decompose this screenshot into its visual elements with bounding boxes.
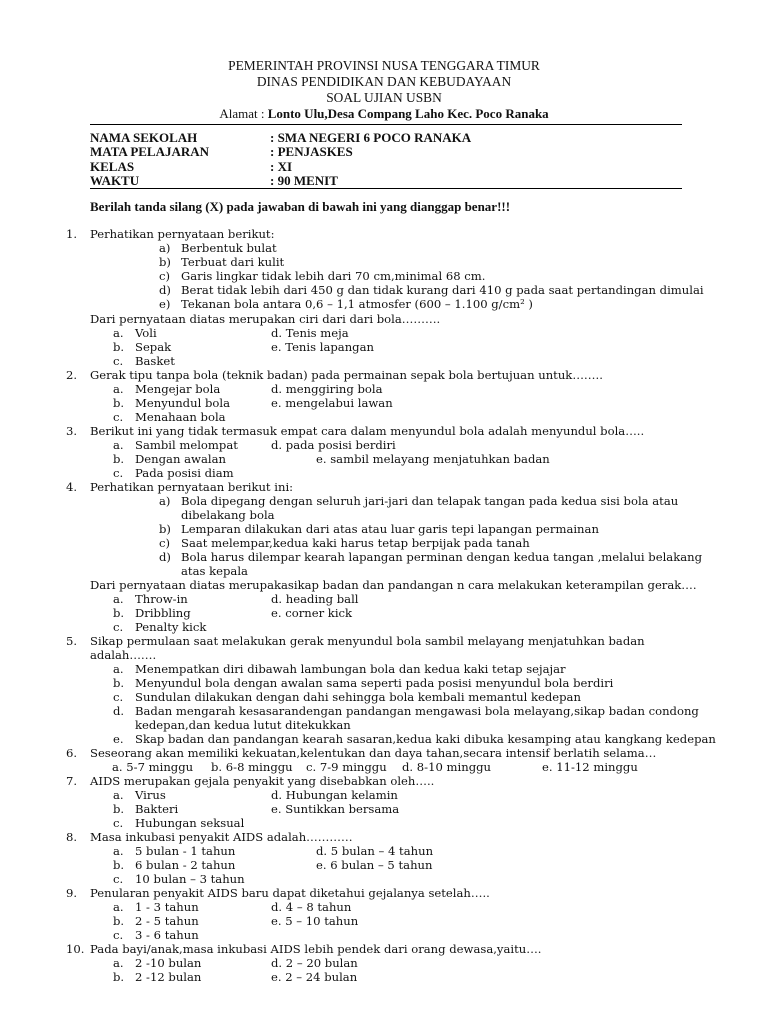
statement-text: Berbentuk bulat: [181, 241, 277, 255]
question-text: Gerak tipu tanpa bola (teknik badan) pada permainan sepak bola bertujuan untuk……..: [90, 368, 603, 382]
answer-option-d[interactable]: d. 2 – 20 bulan: [271, 956, 358, 970]
info-row: [90, 160, 471, 174]
answer-option-e[interactable]: e. sambil melayang menjatuhkan badan: [316, 452, 550, 466]
statement-letter: d): [159, 550, 171, 564]
info-value: : 90 MENIT: [270, 173, 338, 189]
question-number: 8.: [66, 830, 78, 844]
option-text: Sundulan dilakukan dengan dahi sehingga bola kembali memantul kedepan: [135, 690, 581, 704]
option-text: Sepak: [135, 340, 172, 354]
option-text: Virus: [135, 788, 166, 802]
question-number: 3.: [66, 424, 78, 438]
question-number: 1.: [66, 227, 78, 241]
question-number: 4.: [66, 480, 78, 494]
option-text: 5 bulan - 1 tahun: [135, 844, 236, 858]
header-department: DINAS PENDIDIKAN DAN KEBUDAYAAN: [256, 74, 512, 89]
question-text: Sikap permulaan saat melakukan gerak menyundul bola sambil melayang menjatuhkan badan: [90, 634, 645, 648]
option-text: 2 -10 bulan: [135, 956, 202, 970]
option-text: Throw-in: [135, 592, 188, 606]
option-text: Pada posisi diam: [135, 466, 234, 480]
info-key: WAKTU: [90, 173, 140, 189]
answer-option-c[interactable]: c. 7-9 minggu: [306, 760, 387, 774]
statement-letter: c): [159, 269, 171, 283]
info-value: : SMA NEGERI 6 POCO RANAKA: [270, 130, 472, 145]
option-text: Badan mengarah kesasarandengan pandangan mengawasi bola melayang,sikap badan condong: [135, 704, 699, 718]
option-text: Voli: [135, 326, 157, 340]
statement-text: Tekanan bola antara 0,6 – 1,1 atmosfer (600 – 1.100 g/cm² ): [181, 297, 533, 311]
info-value: : XI: [270, 158, 293, 174]
instruction: Berilah tanda silang (X) pada jawaban di bawah ini yang dianggap benar!!!: [90, 199, 511, 214]
question-text: Seseorang akan memiliki kekuatan,kelentukan dan daya tahan,secara intensif berlatih selama…: [90, 746, 657, 760]
question-lead: Dari pernyataan diatas merupakan ciri dari dari bola……….: [90, 312, 441, 326]
statement-letter: d): [159, 283, 171, 297]
option-letter: c.: [113, 690, 124, 704]
info-row: [90, 131, 471, 145]
answer-option-e[interactable]: e. 6 bulan – 5 tahun: [316, 858, 433, 872]
question-lead: Dari pernyataan diatas merupakasikap badan dan pandangan n cara melakukan keterampilan gerak….: [90, 578, 697, 592]
option-text: Menyundul bola: [135, 396, 230, 410]
statement-text: Berat tidak lebih dari 450 g dan tidak kurang dari 410 g pada saat pertandingan dimulai: [181, 283, 704, 297]
statement-letter: e): [159, 297, 171, 311]
info-key: NAMA SEKOLAH: [90, 130, 198, 145]
option-text: 10 bulan – 3 tahun: [135, 872, 245, 886]
answer-option-d[interactable]: d. 8-10 minggu: [402, 760, 492, 774]
statement-letter: a): [159, 494, 171, 508]
header-address: [0, 106, 768, 122]
answer-option-e[interactable]: e. 5 – 10 tahun: [271, 914, 359, 928]
header-exam-title: SOAL UJIAN USBN: [326, 90, 442, 105]
exam-info: [90, 131, 471, 189]
document-header: [0, 58, 768, 122]
answer-option-d[interactable]: d. heading ball: [271, 592, 359, 606]
question-text: Pada bayi/anak,masa inkubasi AIDS lebih pendek dari orang dewasa,yaitu….: [90, 942, 542, 956]
option-text: 1 - 3 tahun: [135, 900, 199, 914]
answer-option-d[interactable]: d. Hubungan kelamin: [271, 788, 398, 802]
option-text: Basket: [135, 354, 175, 368]
statement-letter: c): [159, 536, 171, 550]
info-key: MATA PELAJARAN: [90, 144, 210, 160]
statement-text: dibelakang bola: [181, 508, 275, 522]
option-text: Dengan awalan: [135, 452, 226, 466]
answer-option-e[interactable]: e. Suntikkan bersama: [271, 802, 400, 816]
question-number: 10.: [66, 942, 85, 956]
question-number: 7.: [66, 774, 78, 788]
question-text: Berikut ini yang tidak termasuk empat cara dalam menyundul bola adalah menyundul bola…..: [90, 424, 645, 438]
answer-option-d[interactable]: d. 5 bulan – 4 tahun: [316, 844, 434, 858]
answer-option-a[interactable]: a. 5-7 minggu: [112, 760, 194, 774]
option-text: Skap badan dan pandangan kearah sasaran,kedua kaki dibuka kesamping atau kangkang kedepan: [135, 732, 716, 746]
option-text: Hubungan seksual: [135, 816, 245, 830]
option-letter: a.: [113, 662, 124, 676]
question-number: 2.: [66, 368, 78, 382]
question-number: 6.: [66, 746, 78, 760]
info-key: KELAS: [90, 158, 135, 174]
question-number: 5.: [66, 634, 78, 648]
option-text-continuation: kedepan,dan kedua lutut ditekukkan: [135, 718, 351, 732]
question-text: Penularan penyakit AIDS baru dapat diketahui gejalanya setelah…..: [90, 886, 490, 900]
answer-option-e[interactable]: e. mengelabui lawan: [271, 396, 393, 410]
statement-text: Terbuat dari kulit: [181, 255, 285, 269]
statement-text: Saat melempar,kedua kaki harus tetap berpijak pada tanah: [181, 536, 530, 550]
question-text: Perhatikan pernyataan berikut:: [90, 227, 275, 241]
question-text: Masa inkubasi penyakit AIDS adalah…………: [90, 830, 353, 844]
question-text: Perhatikan pernyataan berikut ini:: [90, 480, 294, 494]
answer-option-e[interactable]: e. 11-12 minggu: [542, 760, 638, 774]
statement-letter: b): [159, 522, 171, 536]
option-letter: d.: [113, 704, 125, 718]
statement-text: Bola harus dilempar kearah lapangan perminan dengan kedua tangan ,melalui belakang: [181, 550, 703, 564]
header-government: PEMERINTAH PROVINSI NUSA TENGGARA TIMUR: [228, 58, 540, 73]
answer-option-b[interactable]: b. 6-8 minggu: [211, 760, 293, 774]
question-text: AIDS merupakan gejala penyakit yang disebabkan oleh…..: [90, 774, 435, 788]
option-text: Sambil melompat: [135, 438, 238, 452]
option-text: 2 -12 bulan: [135, 970, 202, 984]
address-value: Lonto Ulu,Desa Compang Laho Kec. Poco Ranaka: [267, 106, 549, 121]
info-divider: [90, 188, 682, 189]
answer-option-d[interactable]: d. Tenis meja: [271, 326, 349, 340]
question-text-continuation: adalah…….: [90, 648, 157, 662]
option-text: Mengejar bola: [135, 382, 221, 396]
question-number: 9.: [66, 886, 78, 900]
answer-option-d[interactable]: d. 4 – 8 tahun: [271, 900, 352, 914]
answer-option-e[interactable]: e. Tenis lapangan: [271, 340, 374, 354]
statement-text: Lemparan dilakukan dari atas atau luar garis tepi lapangan permainan: [181, 522, 599, 536]
statement-text: Bola dipegang dengan seluruh jari-jari dan telapak tangan pada kedua sisi bola atau: [181, 494, 679, 508]
address-label: Alamat :: [219, 106, 268, 121]
option-letter: e.: [113, 732, 124, 746]
statement-text: atas kepala: [181, 564, 248, 578]
option-text: Bakteri: [135, 802, 179, 816]
option-text: Menahaan bola: [135, 410, 226, 424]
option-text: Menempatkan diri dibawah lambungan bola dan kedua kaki tetap sejajar: [135, 662, 566, 676]
option-letter: b.: [113, 676, 125, 690]
answer-option-e[interactable]: e. 2 – 24 bulan: [271, 970, 358, 984]
option-text: Penalty kick: [135, 620, 207, 634]
info-value: : PENJASKES: [270, 144, 353, 160]
statement-letter: b): [159, 255, 171, 269]
answer-option-d[interactable]: d. pada posisi berdiri: [271, 438, 396, 452]
info-row: [90, 174, 471, 188]
statement-text: Garis lingkar tidak lebih dari 70 cm,minimal 68 cm.: [181, 269, 486, 283]
answer-option-e[interactable]: e. corner kick: [271, 606, 353, 620]
option-text: Menyundul bola dengan awalan sama seperti pada posisi menyundul bola berdiri: [135, 676, 614, 690]
option-text: 3 - 6 tahun: [135, 928, 199, 942]
answer-option-d[interactable]: d. menggiring bola: [271, 382, 383, 396]
option-text: Dribbling: [135, 606, 191, 620]
info-row: [90, 145, 471, 159]
statement-letter: a): [159, 241, 171, 255]
option-text: 6 bulan - 2 tahun: [135, 858, 236, 872]
option-text: 2 - 5 tahun: [135, 914, 199, 928]
header-divider: [90, 124, 682, 125]
